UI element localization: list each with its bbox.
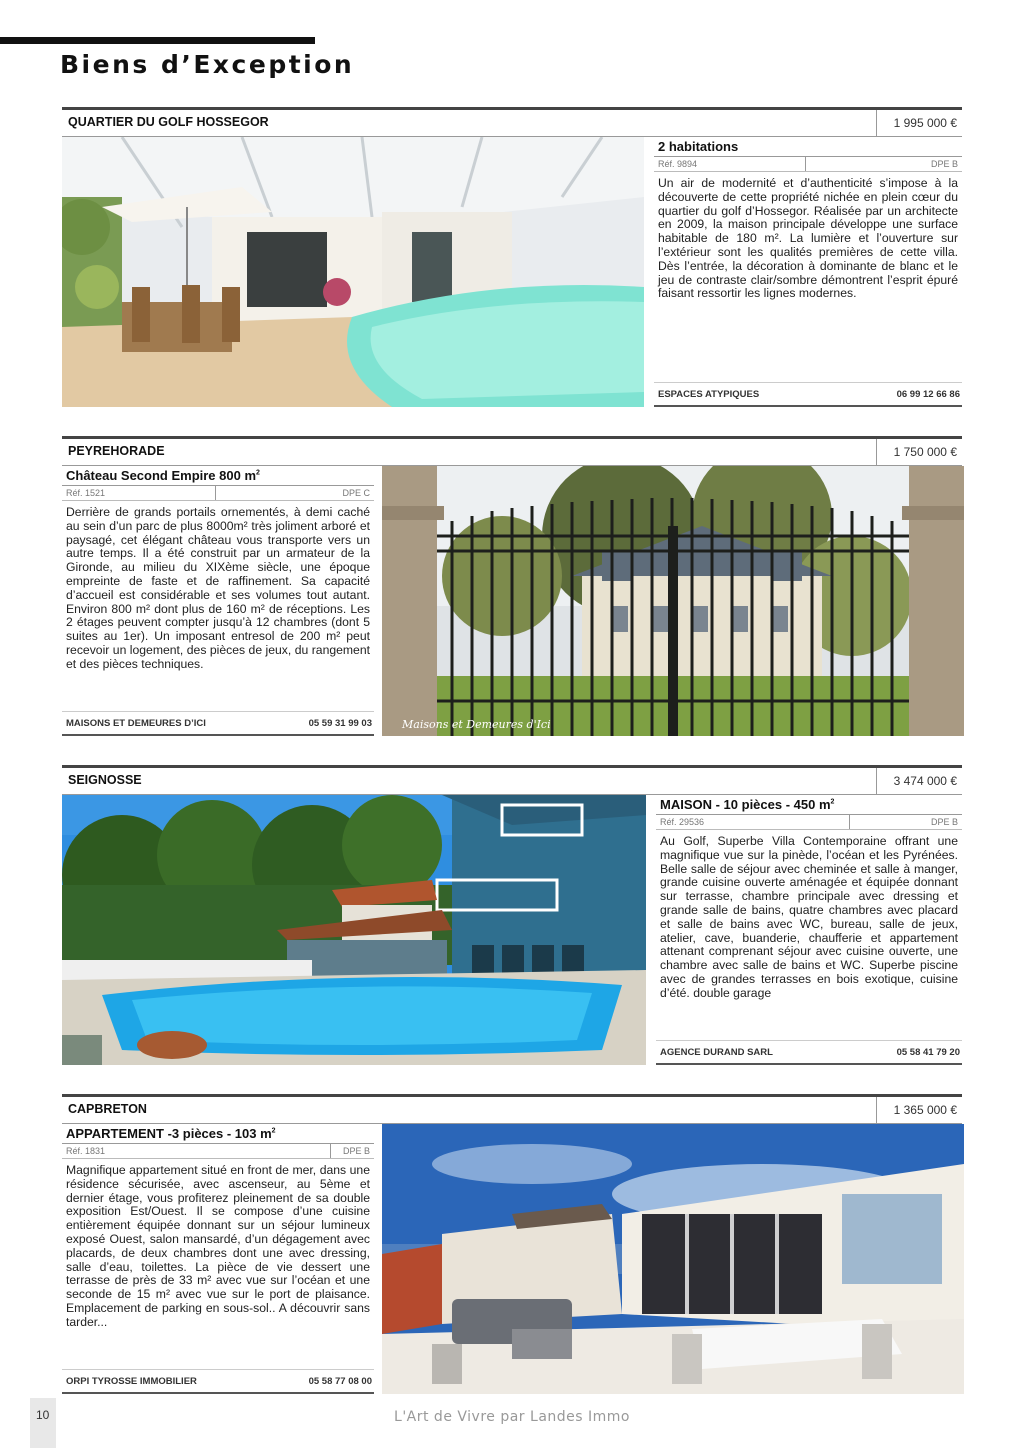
listing-price: 1 365 000 € (876, 1097, 962, 1123)
property-description: Un air de modernité et d’authenticité s’impose à la découverte de cette propriété nichée en plein cœur du quartier du golf d’Hossegor. Réalisée par un architecte en 2009, la maison principale développe une surface habitable de 180 m². La lumière et l’ouverture sur l’extérieur sont les qualités premières de cette villa. Dès l’entrée, la décoration à dominante de blanc et le jeu de contraste clair/sombre démontrent l’esprit épuré faisant ressortir les lignes modernes. (658, 176, 958, 301)
agency-line (654, 382, 962, 407)
ref-line (62, 1144, 374, 1159)
property-title: APPARTEMENT -3 pièces - 103 $m^2$ (62, 1124, 374, 1144)
listing-price: 3 474 000 € (876, 768, 962, 794)
listing-header (62, 107, 962, 137)
property-photo (62, 795, 646, 1065)
reference-number: Réf. 1521 (66, 488, 106, 498)
listing-info (62, 466, 374, 736)
property-photo (62, 137, 644, 407)
agency-line (62, 1369, 374, 1394)
property-description: Magnifique appartement situé en front de mer, dans une résidence sécurisée, avec ascenseur, au 5ème et dernier étage, vous profiterez pleinement de sa double exposition Est/Ouest. Il se compose d’une cuisine entièrement équipée donnant sur un séjour lumineux exposé Ouest, salon mansardé, d’un dégagement avec placards, de deux chambres dont une avec dressing, salle d’eau, toilettes. La pièce de vie dessert une terrasse de près de 33 m² avec vue sur l’océan et une seconde de 15 m² avec vue sur le port de plaisance. Emplacement de parking en sous-sol.. A découvrir sans tarder... (66, 1163, 370, 1329)
dpe-rating: DPE C (342, 488, 370, 498)
listing-price: 1 995 000 € (876, 110, 962, 136)
listing-header (62, 436, 962, 466)
agency-phone: 05 58 41 79 20 (896, 1047, 960, 1058)
listing-capbreton (62, 1094, 962, 1394)
property-photo (382, 466, 964, 736)
agency-line (656, 1040, 962, 1065)
dpe-rating: DPE B (342, 1146, 370, 1156)
agency-phone: 06 99 12 66 86 (896, 389, 960, 400)
page-number: 10 (36, 1408, 50, 1422)
property-title: 2 habitations (654, 137, 962, 157)
agency-phone: 05 58 77 08 00 (308, 1376, 372, 1387)
property-photo (382, 1124, 964, 1394)
listing-info (654, 137, 962, 407)
listing-location: QUARTIER DU GOLF HOSSEGOR (68, 115, 269, 129)
page-title: Biens d’Exception (60, 50, 355, 79)
agency-line (62, 711, 374, 736)
ref-line (656, 815, 962, 830)
listing-price: 1 750 000 € (876, 439, 962, 465)
listing-hossegor (62, 107, 962, 407)
reference-number: Réf. 29536 (660, 817, 705, 827)
agency-phone: 05 59 31 99 03 (308, 718, 372, 729)
listing-location: PEYREHORADE (68, 444, 165, 458)
dpe-rating: DPE B (930, 159, 958, 169)
ref-line (654, 157, 962, 172)
listing-info (656, 795, 962, 1065)
listing-info (62, 1124, 374, 1394)
footer-text: L'Art de Vivre par Landes Immo (394, 1409, 630, 1425)
agency-name: ORPI TYROSSE IMMOBILIER (66, 1376, 197, 1387)
listing-location: CAPBRETON (68, 1102, 147, 1116)
listing-seignosse (62, 765, 962, 1065)
dpe-rating: DPE B (930, 817, 958, 827)
listing-header (62, 765, 962, 795)
agency-name: MAISONS ET DEMEURES D’ICI (66, 718, 206, 729)
agency-name: AGENCE DURAND SARL (660, 1047, 773, 1058)
property-description: Derrière de grands portails ornementés, à demi caché au sein d’un parc de plus 8000m² très joliment arboré et paysagé, cet élégant château vous transporte vers un autre temps. Il a été construit par un armateur de la Gironde, au milieu du XIXème siècle, une époque empreinte de faste et de raffinement. Sa capacité d’accueil est considérable et ses volumes tout autant. Environ 800 m² dont plus de 160 m² de réceptions. Les 2 étages peuvent compter jusqu’à 12 chambres (dont 5 suites au 1er). Un imposant entresol de 200 m² peut recevoir un logement, des pièces de jeux, du rangement et des pièces techniques. (66, 505, 370, 671)
listing-header (62, 1094, 962, 1124)
reference-number: Réf. 9894 (658, 159, 698, 169)
property-description: Au Golf, Superbe Villa Contemporaine offrant une magnifique vue sur la pinède, l’océan et les Pyrénées. Belle salle de séjour avec cheminée et salle à manger, grande cuisine ouverte aménagée et équipée donnant sur terrasse, chambre principale avec dressing et grande salle de bains, quatre chambres avec placard et salle de bains avec WC, bureau, salle de jeux, atelier, cave, buanderie, chaufferie et appartement attenant comprenant séjour avec cuisine ouverte, une chambre avec salle de bains et WC. Superbe piscine avec de grandes terrasses en bois exotique, cuisine d’été. double garage (660, 834, 958, 1000)
listing-peyrehorade (62, 436, 962, 736)
watermark: Maisons et Demeures d'Ici (402, 718, 551, 731)
agency-name: ESPACES ATYPIQUES (658, 389, 760, 400)
listing-location: SEIGNOSSE (68, 773, 142, 787)
top-rule (0, 37, 315, 44)
reference-number: Réf. 1831 (66, 1146, 106, 1156)
property-title: Château Second Empire 800 $m^2$ (62, 466, 374, 486)
ref-line (62, 486, 374, 501)
property-title: MAISON - 10 pièces - 450 $m^2$ (656, 795, 962, 815)
